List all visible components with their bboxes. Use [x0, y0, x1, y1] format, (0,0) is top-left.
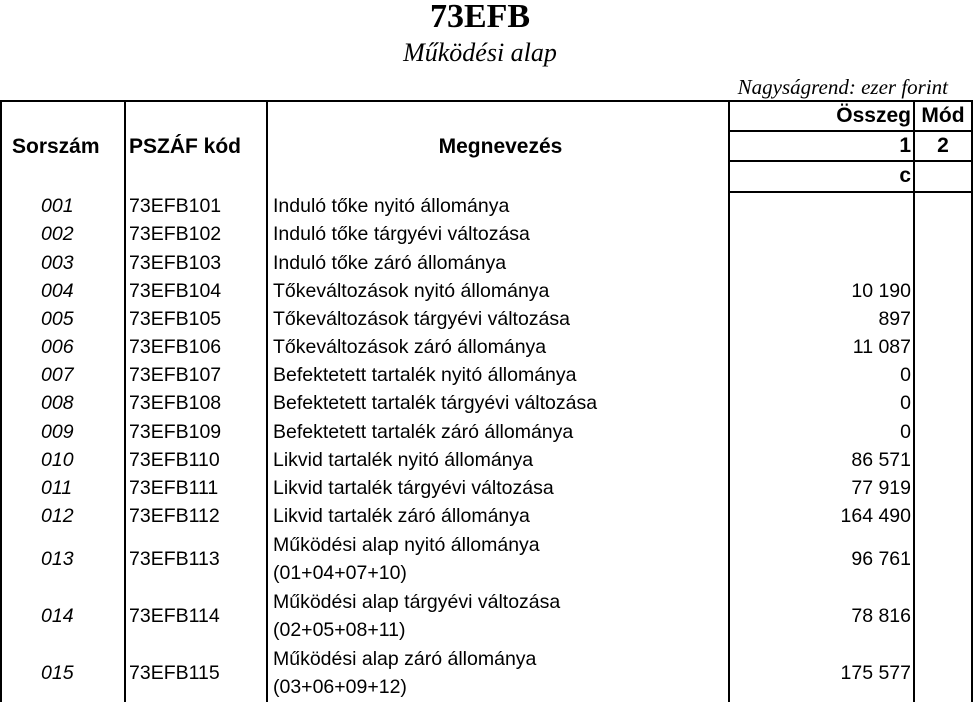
- row-number: 010: [1, 446, 125, 474]
- row-value: 10 190: [729, 277, 914, 305]
- table-row: [1, 390, 972, 418]
- row-number: 001: [1, 192, 125, 221]
- row-value: 0: [729, 362, 914, 390]
- row-name-formula: (01+04+07+10): [273, 562, 407, 585]
- table-row: [1, 588, 972, 645]
- table-row: [1, 531, 972, 588]
- row-number: 005: [1, 305, 125, 333]
- row-value: 0: [729, 390, 914, 418]
- row-value: 77 919: [729, 474, 914, 502]
- row-name: [267, 645, 729, 702]
- row-number: 008: [1, 390, 125, 418]
- table-row: [1, 645, 972, 702]
- row-mod: [914, 390, 972, 418]
- table-row: [1, 503, 972, 531]
- row-value: 175 577: [729, 645, 914, 702]
- header-sorszam: Sorszám: [1, 101, 125, 192]
- row-number: 014: [1, 588, 125, 645]
- row-name-line: Induló tőke tárgyévi változása: [273, 223, 530, 246]
- table-row: [1, 277, 972, 305]
- table-row: [1, 221, 972, 249]
- row-mod: [914, 474, 972, 502]
- row-number: 007: [1, 362, 125, 390]
- row-mod: [914, 531, 972, 588]
- row-number: 004: [1, 277, 125, 305]
- row-name-line: Tőkeváltozások tárgyévi változása: [273, 307, 570, 330]
- row-code: 73EFB105: [125, 305, 267, 333]
- row-mod: [914, 334, 972, 362]
- row-number: 012: [1, 503, 125, 531]
- table-row: [1, 418, 972, 446]
- row-value: 897: [729, 305, 914, 333]
- table-row: [1, 334, 972, 362]
- row-value: 78 816: [729, 588, 914, 645]
- header-row-1: [1, 101, 972, 131]
- row-name: [267, 588, 729, 645]
- row-name: [267, 221, 729, 249]
- row-code: 73EFB114: [125, 588, 267, 645]
- row-name: [267, 249, 729, 277]
- header-pszaf-kod: PSZÁF kód: [125, 101, 267, 192]
- table-row: [1, 474, 972, 502]
- row-value: 164 490: [729, 503, 914, 531]
- row-mod: [914, 418, 972, 446]
- row-code: 73EFB106: [125, 334, 267, 362]
- table-row: [1, 305, 972, 333]
- row-name: [267, 305, 729, 333]
- row-name: [267, 192, 729, 221]
- row-name: [267, 503, 729, 531]
- row-value: 0: [729, 418, 914, 446]
- row-name-line: Induló tőke záró állománya: [273, 251, 507, 274]
- row-name-line: Működési alap nyitó állománya: [273, 534, 540, 557]
- report-table: [0, 100, 973, 702]
- row-code: 73EFB109: [125, 418, 267, 446]
- row-number: 013: [1, 531, 125, 588]
- row-mod: [914, 249, 972, 277]
- row-name: [267, 446, 729, 474]
- row-name-formula: (02+05+08+11): [273, 619, 406, 642]
- row-name-line: Tőkeváltozások záró állománya: [273, 336, 547, 359]
- row-number: 015: [1, 645, 125, 702]
- row-name-line: Induló tőke nyitó állománya: [273, 194, 510, 217]
- document-title: 73EFB: [429, 0, 531, 35]
- row-mod: [914, 645, 972, 702]
- row-code: 73EFB108: [125, 390, 267, 418]
- header-mod: Mód: [914, 101, 972, 131]
- row-name: [267, 418, 729, 446]
- row-mod: [914, 362, 972, 390]
- header-type-code: c: [729, 161, 914, 191]
- header-type-code-mod: [914, 161, 972, 191]
- row-code: 73EFB104: [125, 277, 267, 305]
- row-mod: [914, 446, 972, 474]
- header-col-number-1: 1: [729, 131, 914, 161]
- row-value: 11 087: [729, 334, 914, 362]
- row-value: [729, 221, 914, 249]
- row-name-line: Befektetett tartalék nyitó állománya: [273, 364, 577, 387]
- header-osszeg: Összeg: [729, 101, 914, 131]
- table-row: [1, 362, 972, 390]
- row-mod: [914, 277, 972, 305]
- row-name-line: Likvid tartalék tárgyévi változása: [273, 477, 554, 500]
- row-code: 73EFB101: [125, 192, 267, 221]
- row-mod: [914, 192, 972, 221]
- row-name-line: Működési alap záró állománya: [273, 648, 537, 671]
- row-name-line: Befektetett tartalék záró állománya: [273, 420, 574, 443]
- row-code: 73EFB115: [125, 645, 267, 702]
- row-code: 73EFB110: [125, 446, 267, 474]
- document-subtitle: Működési alap: [403, 38, 557, 67]
- row-number: 003: [1, 249, 125, 277]
- row-name: [267, 531, 729, 588]
- row-code: 73EFB113: [125, 531, 267, 588]
- table-row: [1, 446, 972, 474]
- row-code: 73EFB111: [125, 474, 267, 502]
- row-mod: [914, 221, 972, 249]
- row-name: [267, 390, 729, 418]
- row-value: [729, 249, 914, 277]
- row-number: 002: [1, 221, 125, 249]
- row-code: 73EFB103: [125, 249, 267, 277]
- row-name-line: Működési alap tárgyévi változása: [273, 591, 561, 614]
- unit-note: Nagyságrend: ezer forint: [737, 75, 948, 99]
- table-row: [1, 192, 972, 221]
- row-value: 86 571: [729, 446, 914, 474]
- row-value: [729, 192, 914, 221]
- row-name-formula: (03+06+09+12): [273, 676, 407, 699]
- row-code: 73EFB102: [125, 221, 267, 249]
- row-mod: [914, 503, 972, 531]
- row-name: [267, 334, 729, 362]
- row-mod: [914, 588, 972, 645]
- header-col-number-2: 2: [914, 131, 972, 161]
- row-code: 73EFB107: [125, 362, 267, 390]
- row-value: 96 761: [729, 531, 914, 588]
- row-name-line: Likvid tartalék záró állománya: [273, 505, 530, 528]
- row-name: [267, 362, 729, 390]
- row-name-line: Befektetett tartalék tárgyévi változása: [273, 392, 598, 415]
- row-name-line: Tőkeváltozások nyitó állománya: [273, 279, 550, 302]
- row-number: 009: [1, 418, 125, 446]
- row-number: 006: [1, 334, 125, 362]
- row-name-line: Likvid tartalék nyitó állománya: [273, 448, 534, 471]
- row-code: 73EFB112: [125, 503, 267, 531]
- header-megnevezes: Megnevezés: [267, 101, 729, 192]
- row-number: 011: [1, 474, 125, 502]
- row-name: [267, 474, 729, 502]
- row-name: [267, 277, 729, 305]
- row-mod: [914, 305, 972, 333]
- table-row: [1, 249, 972, 277]
